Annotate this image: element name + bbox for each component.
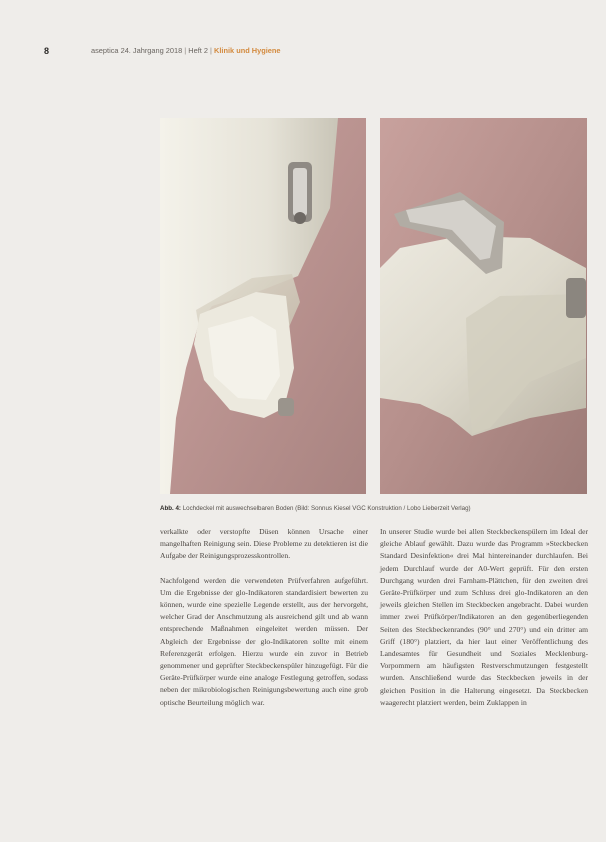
caption-label: Abb. 4: [160,505,181,512]
article-column-left [160,526,368,721]
paragraph: Nachfolgend werden die verwendeten Prüfverfahren aufgeführt. Um die Ergebnisse der glo-Indikatoren standardisiert bewerten zu können, wurde eine spezielle Legende erstellt, aus der hervorgeht, welcher Grad der Anschmutzung als ausreichend gilt und ab wann entsprechende Maßnahmen eingeleitet werden müssen. Der Abgleich der Ergebnisse der glo-Indikatoren sollte mit einem Referenzgerät erfolgen. Hierzu wurde ein zuvor in Betrieb genommener und geprüfter Steckbeckenspüler hinzugefügt. Für die Geräte-Prüfkörper wurde eine analoge Festlegung getroffen, sodass neben der mikrobiologischen Reinigungsbewertung auch eine grob optische Beurteilung möglich war. [160,575,368,707]
paragraph: verkalkte oder verstopfte Düsen können Ursache einer mangelhaften Reinigung sein. Diese Probleme zu detektieren ist die Aufgabe der Reinigungsprozesskontrollen. [160,527,368,561]
journal-issue-line [91,44,281,58]
bedpan-lid-open-photo [160,118,366,494]
header-separator: | [207,46,215,55]
section-title: Klinik und Hygiene [214,46,281,55]
paragraph: In unserer Studie wurde bei allen Steckbeckenspülern im Ideal der gleiche Ablauf gewählt. Dazu wurde das Programm »Steckbecken Standard Desinfektion« drei Mal hintereinander durchlaufen. Bei jedem Durchlauf wurde der A0-Wert geprüft. Für den ersten Durchgang wurden drei Farnham-Plättchen, für den zweiten drei Geräte-Prüfkörper und zum Schluss drei glo-Indikatoren an den jeweils gleichen Stellen im Steckbecken angebracht. Dabei wurden immer zwei Prüfkörper/Indikatoren an den gegenüberliegenden Seiten des Steckbeckenrandes (90° und 270°) und ein dritter am Griff (180°) platziert, da hier laut einer Veröffentlichung des Landesamtes für Gesundheit und Soziales Mecklenburg-Vorpommern am häufigsten Restverschmutzungen festgestellt wurden. Anschließend wurde das Steckbecken jeweils in der gleichen Position in die Halterung eingesetzt. Da Steckbecken waagerecht platziert werden, beim Zuklappen in [380,527,588,707]
page-number: 8 [44,46,50,56]
caption-text: Lochdeckel mit auswechselbaren Boden (Bild: Sonnus Kiesel VGC Konstruktion / Lobo Lieberzeit Verlag) [182,505,471,512]
figure-photo-left [160,118,366,494]
figure-photo-right [380,118,587,494]
page-header [44,44,564,58]
journal-name: aseptica 24. Jahrgang 2018 [91,46,183,55]
figure-caption [160,504,590,514]
header-separator: | [182,46,189,55]
bedpan-lid-closed-photo [380,118,587,494]
issue-number: Heft 2 [188,46,208,55]
article-column-right [380,526,588,721]
